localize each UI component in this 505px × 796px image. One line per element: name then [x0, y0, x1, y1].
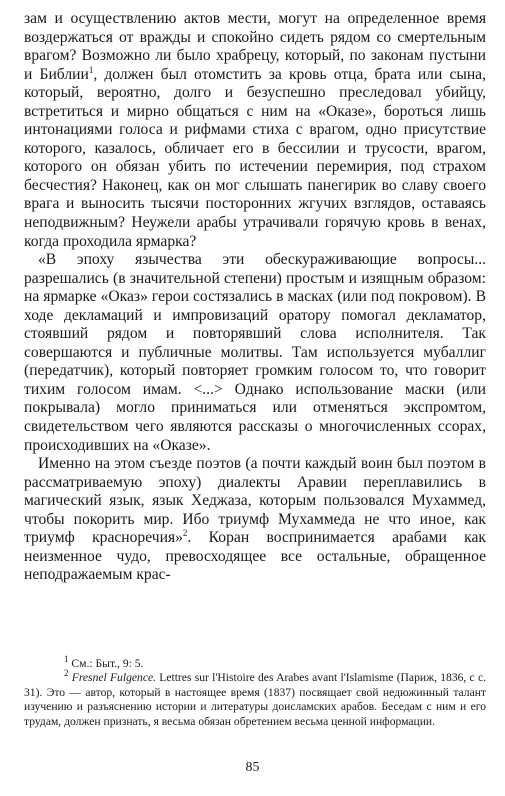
paragraph-2-text: «В эпоху язычества эти обескураживающие вопросы... разрешались (в значительной степени) простым и изящным образом: на ярмарке «Оказ» герои состязались в масках (или под покровом). В ходе декламаций и импровизаций оратору помогал декламатор, стоявший рядом и повторявший слова исполнителя. Так совершаются и публичные молитвы. Там используется мубаллиг (передатчик), который повторяет громким голосом то, что говорит тихим голосом имам. <...> Однако использование маски (или покрывала) могло приниматься или отменяться экспромтом, свидетельством чего являются рассказы о многочисленных ссорах, происходивших на «Оказе». — [24, 251, 486, 454]
paragraph-1-text-a: зам и осуществлению актов мести, могут на определенное время воздержаться от вражды и спокойно сидеть рядом со смертельным врагом? Возможно ли было храбрецу, который, по законам пустыни и Библии — [24, 10, 486, 83]
footnote-2-text: Lettres sur l'Histoire des Arabes avant l'Islamisme (Париж, 1836, с с. 31). Это — автор, который в настоящее время (1837) посвящает свой недюжинный талант изучению и разъяснению истории и литературы доисламских арабов. Беседам с ним и его трудам, должен признать, я весьма обязан обретением весьма ценной информации. — [24, 671, 486, 728]
page-number: 85 — [245, 760, 260, 775]
paragraph-3 — [24, 455, 486, 585]
footnote-1-text: См.: Быт., 9: 5. — [71, 657, 144, 670]
footnotes — [24, 654, 486, 729]
paragraph-3-text-a: Именно на этом съезде поэтов (а почти каждый воин был поэтом в рассматриваемую эпоху) диалекты Аравии переплавились в магический язык, язык Хеджаза, которым пользовался Мухаммед, чтобы покорить мир. Ибо триумф Мухаммеда не что иное, как триумф красноречия» — [24, 455, 486, 547]
paragraph-2 — [24, 251, 486, 455]
footnote-1 — [24, 654, 486, 671]
paragraph-1-text-b: , должен был отомстить за кровь отца, брата или сына, который, вероятно, долго и безуспешно преследовал убийцу, встретиться и мирно общаться с ним на «Оказе», бороться лишь интонациями голоса и рифмами стиха с врагом, одно присутствие которого, казалось, обличает его в бессилии и трусости, врагом, которого он обязан убить по истечении перемирия, под страхом бесчестия? Наконец, как он мог слышать панегирик во славу своего врага и выносить тысячи посторонних жгучих взглядов, оставаясь неподвижным? Неужели арабы утрачивали горячую кровь в венах, когда проходила ярмарка? — [24, 65, 487, 250]
page-body — [24, 10, 486, 585]
paragraph-1 — [24, 10, 486, 251]
footnote-2-author: Fresnel Fulgence. — [71, 671, 157, 685]
footnote-2 — [24, 668, 486, 729]
footnote-ref-1: 1 — [88, 64, 94, 75]
paragraph-3-text-b: . Коран воспринимается арабами как неизменное чудо, превосходящее все остальные, обращенное неподражаемым крас- — [24, 529, 487, 584]
main-text — [24, 10, 486, 585]
footnote-ref-2: 2 — [182, 528, 188, 539]
footnote-2-number: 2 — [64, 668, 69, 679]
footnote-1-number: 1 — [64, 654, 69, 665]
